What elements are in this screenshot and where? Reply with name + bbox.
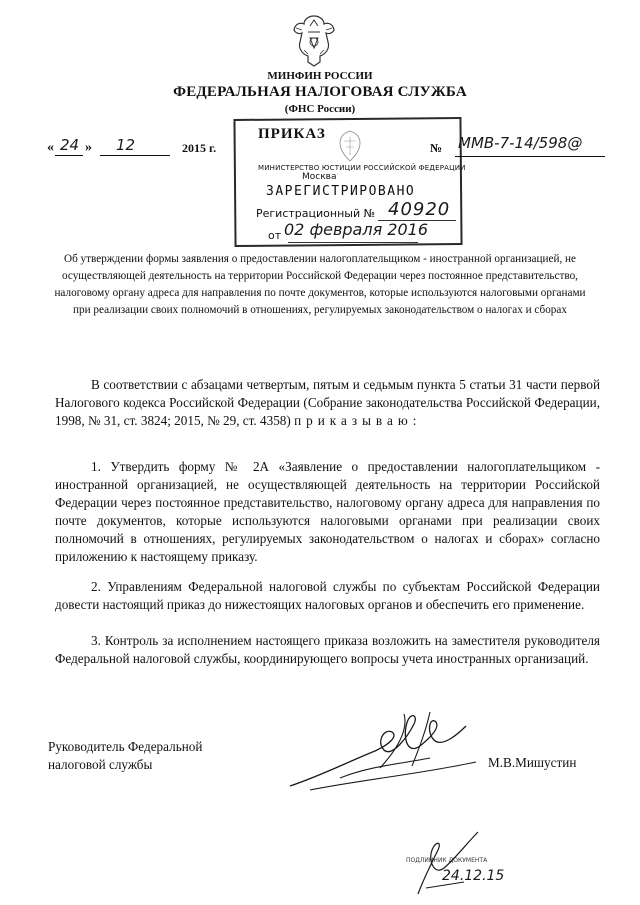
date-month: 12 — [116, 136, 136, 154]
original-copy-stamp-date: 24.12.15 — [442, 868, 505, 884]
stamp-date-underline — [288, 242, 418, 243]
ministry-name: МИНФИН РОССИИ — [267, 70, 373, 82]
document-number: ММВ-7-14/598@ — [458, 134, 583, 152]
stamp-reg-number-label: Регистрационный № — [256, 207, 376, 220]
date-day: 24 — [60, 136, 80, 154]
initials-signature — [398, 828, 548, 898]
order-item-2: 2. Управлениям Федеральной налоговой службы по субъектам Российской Федерации довести настоящий приказ до нижестоящих налоговых органов и обеспечить его применение. — [55, 579, 600, 612]
date-open-quote: « — [47, 140, 54, 155]
coat-of-arms-emblem — [290, 12, 338, 68]
signatory-position — [48, 738, 202, 774]
service-name: ФЕДЕРАЛЬНАЯ НАЛОГОВАЯ СЛУЖБА — [173, 84, 467, 100]
service-abbreviation: (ФНС России) — [284, 103, 356, 115]
stamp-ministry: МИНИСТЕРСТВО ЮСТИЦИИ РОССИЙСКОЙ ФЕДЕРАЦИИ — [258, 164, 466, 172]
order-word: приказываю: — [294, 413, 422, 428]
document-type: ПРИКАЗ — [258, 126, 326, 142]
original-copy-stamp-text: ПОДЛИННИК ДОКУМЕНТА — [406, 857, 488, 864]
stamp-reg-date: 02 февраля 2016 — [284, 220, 429, 239]
document-title: Об утверждении формы заявления о предоставлении налогоплательщиком - иностранной организацией, не осуществляющей деятельность на территории Российской Федерации через постоянное представительство, налоговому органу адреса для направления по почте документов, которые используются налоговыми органами при реализации своих полномочий в отношениях, регулируемых законодательством о налогах и сборах — [54, 253, 586, 316]
position-line-2: налоговой службы — [48, 757, 153, 772]
order-item-1: 1. Утвердить форму № 2А «Заявление о предоставлении налогоплательщиком - иностранной организацией, не осуществляющей деятельность на территории Российской Федерации через постоянное представительство, налоговому органу адреса для направления по почте документов, которые используются налоговыми органами при реализации своих полномочий в отношениях, регулируемых законодательством о налогах и сборах» согласно приложению к настоящему приказу. — [55, 459, 600, 564]
number-underline — [455, 156, 605, 157]
seal-emblem-icon — [330, 127, 370, 167]
stamp-reg-number: 40920 — [388, 199, 451, 220]
stamp-registered-label: ЗАРЕГИСТРИРОВАНО — [266, 184, 416, 199]
position-line-1: Руководитель Федеральной — [48, 739, 203, 754]
date-month-underline — [100, 155, 170, 156]
preamble-paragraph — [55, 376, 600, 430]
signatory-name: М.В.Мишустин — [488, 755, 577, 770]
handwritten-signature — [280, 706, 490, 796]
date-close-quote: » — [85, 140, 92, 155]
stamp-from-label: от — [268, 229, 282, 242]
date-year: 2015 г. — [182, 141, 217, 155]
stamp-city: Москва — [302, 172, 337, 182]
order-item-3: 3. Контроль за исполнением настоящего приказа возложить на заместителя руководителя Федеральной налоговой службы, координирующего вопросы учета иностранных организаций. — [55, 633, 600, 666]
number-label: № — [430, 141, 443, 155]
preamble-text: В соответствии с абзацами четвертым, пятым и седьмым пункта 5 статьи 31 части первой Налогового кодекса Российской Федерации (Собрание законодательства Российской Федерации, 1998, № 31, ст. 3824; 2015, № 29, ст. 4358) — [55, 377, 600, 428]
date-day-underline — [55, 155, 83, 156]
